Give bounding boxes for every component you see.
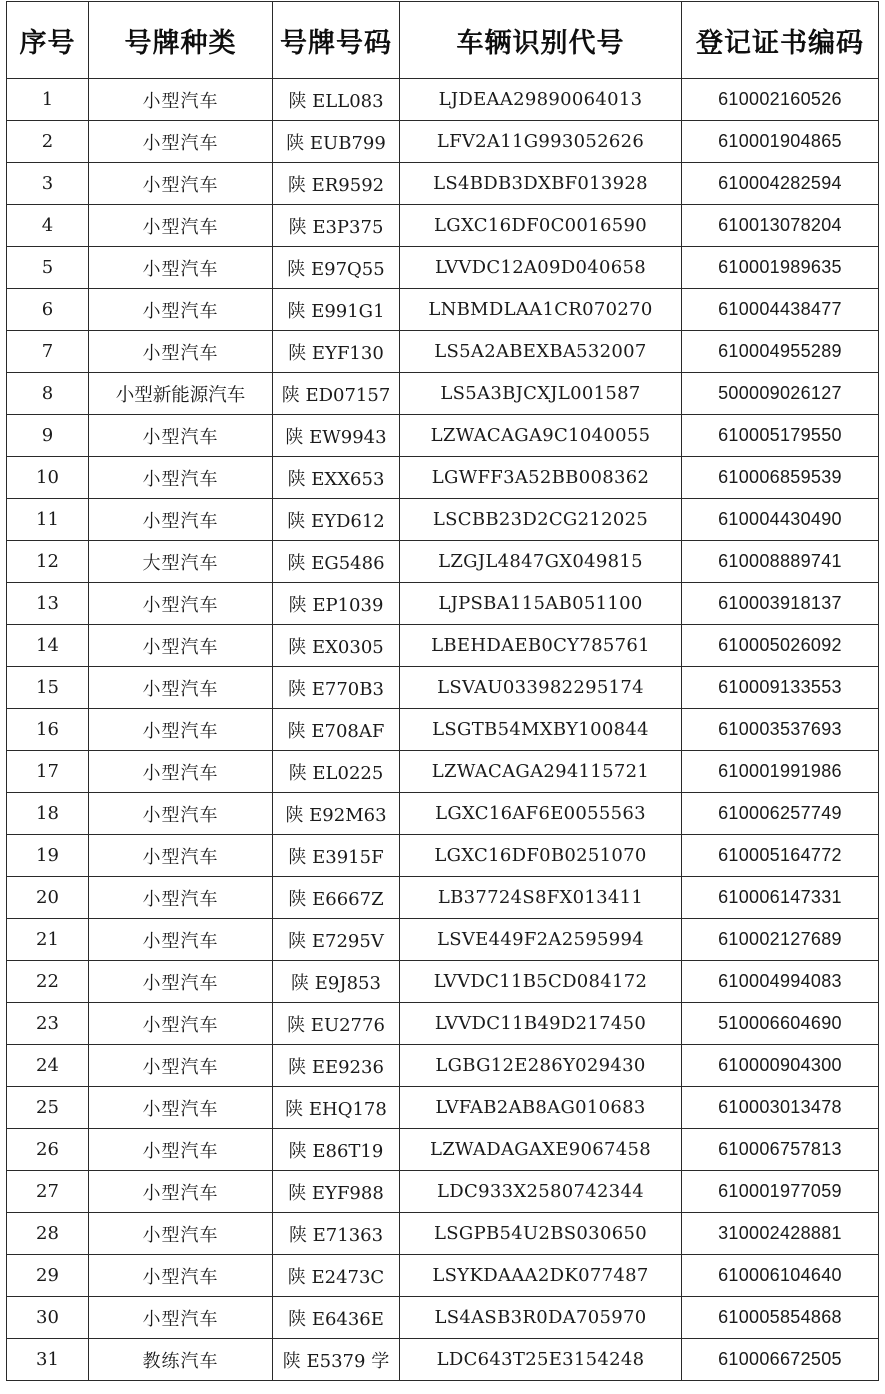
cell-plate-type: 小型汽车 [89, 961, 273, 1003]
cell-serial-number: 29 [7, 1255, 89, 1297]
table-header-row [7, 2, 879, 79]
table-row [7, 1171, 879, 1213]
cell-plate-number: 陕 EYD612 [273, 499, 400, 541]
cell-serial-number: 3 [7, 163, 89, 205]
cell-plate-number: 陕 EG5486 [273, 541, 400, 583]
cell-serial-number: 21 [7, 919, 89, 961]
cell-certificate-code: 610006104640 [682, 1255, 879, 1297]
cell-serial-number: 11 [7, 499, 89, 541]
table-row [7, 121, 879, 163]
cell-plate-type: 大型汽车 [89, 541, 273, 583]
cell-plate-number: 陕 E2473C [273, 1255, 400, 1297]
cell-plate-number: 陕 EX0305 [273, 625, 400, 667]
cell-certificate-code: 610004282594 [682, 163, 879, 205]
cell-vin: LS5A2ABEXBA532007 [400, 331, 682, 373]
cell-plate-type: 小型汽车 [89, 163, 273, 205]
table-row [7, 835, 879, 877]
cell-certificate-code: 610001991986 [682, 751, 879, 793]
cell-serial-number: 31 [7, 1339, 89, 1381]
cell-plate-type: 小型汽车 [89, 1003, 273, 1045]
cell-certificate-code: 610005854868 [682, 1297, 879, 1339]
cell-serial-number: 25 [7, 1087, 89, 1129]
cell-plate-number: 陕 ED07157 [273, 373, 400, 415]
cell-vin: LNBMDLAA1CR070270 [400, 289, 682, 331]
cell-vin: LVVDC11B5CD084172 [400, 961, 682, 1003]
table-row [7, 625, 879, 667]
cell-plate-number: 陕 EHQ178 [273, 1087, 400, 1129]
cell-certificate-code: 610004430490 [682, 499, 879, 541]
cell-certificate-code: 610006859539 [682, 457, 879, 499]
cell-vin: LS4ASB3R0DA705970 [400, 1297, 682, 1339]
cell-serial-number: 17 [7, 751, 89, 793]
cell-serial-number: 9 [7, 415, 89, 457]
cell-plate-type: 小型汽车 [89, 457, 273, 499]
cell-certificate-code: 510006604690 [682, 1003, 879, 1045]
cell-serial-number: 1 [7, 79, 89, 121]
header-certificate-code: 登记证书编码 [682, 2, 879, 79]
table-row [7, 541, 879, 583]
cell-plate-type: 小型汽车 [89, 919, 273, 961]
cell-plate-number: 陕 E7295V [273, 919, 400, 961]
cell-plate-number: 陕 E97Q55 [273, 247, 400, 289]
header-plate-number: 号牌号码 [273, 2, 400, 79]
cell-plate-type: 小型汽车 [89, 121, 273, 163]
cell-certificate-code: 610013078204 [682, 205, 879, 247]
cell-serial-number: 19 [7, 835, 89, 877]
cell-plate-type: 小型汽车 [89, 205, 273, 247]
header-serial-number: 序号 [7, 2, 89, 79]
cell-plate-number: 陕 E3P375 [273, 205, 400, 247]
table-row [7, 751, 879, 793]
table-row [7, 1297, 879, 1339]
table-row [7, 1003, 879, 1045]
cell-certificate-code: 310002428881 [682, 1213, 879, 1255]
cell-certificate-code: 610006757813 [682, 1129, 879, 1171]
cell-vin: LZGJL4847GX049815 [400, 541, 682, 583]
cell-plate-type: 教练汽车 [89, 1339, 273, 1381]
table-row [7, 1129, 879, 1171]
cell-plate-number: 陕 EUB799 [273, 121, 400, 163]
cell-plate-type: 小型汽车 [89, 709, 273, 751]
cell-serial-number: 18 [7, 793, 89, 835]
cell-vin: LZWACAGA9C1040055 [400, 415, 682, 457]
cell-certificate-code: 610006147331 [682, 877, 879, 919]
cell-vin: LGXC16DF0C0016590 [400, 205, 682, 247]
cell-certificate-code: 610001904865 [682, 121, 879, 163]
cell-serial-number: 14 [7, 625, 89, 667]
cell-serial-number: 26 [7, 1129, 89, 1171]
cell-vin: LFV2A11G993052626 [400, 121, 682, 163]
cell-vin: LJPSBA115AB051100 [400, 583, 682, 625]
cell-plate-number: 陕 EXX653 [273, 457, 400, 499]
cell-plate-type: 小型汽车 [89, 625, 273, 667]
cell-plate-number: 陕 E6667Z [273, 877, 400, 919]
cell-serial-number: 5 [7, 247, 89, 289]
cell-vin: LVFAB2AB8AG010683 [400, 1087, 682, 1129]
cell-serial-number: 23 [7, 1003, 89, 1045]
cell-plate-type: 小型汽车 [89, 499, 273, 541]
table-row [7, 289, 879, 331]
cell-vin: LVVDC12A09D040658 [400, 247, 682, 289]
cell-vin: LDC933X2580742344 [400, 1171, 682, 1213]
cell-vin: LSVAU033982295174 [400, 667, 682, 709]
cell-serial-number: 12 [7, 541, 89, 583]
table-row [7, 205, 879, 247]
cell-vin: LDC643T25E3154248 [400, 1339, 682, 1381]
cell-serial-number: 16 [7, 709, 89, 751]
table-row [7, 877, 879, 919]
cell-certificate-code: 610001989635 [682, 247, 879, 289]
cell-plate-type: 小型汽车 [89, 751, 273, 793]
cell-plate-type: 小型汽车 [89, 79, 273, 121]
cell-plate-type: 小型汽车 [89, 415, 273, 457]
cell-plate-number: 陕 E92M63 [273, 793, 400, 835]
cell-certificate-code: 500009026127 [682, 373, 879, 415]
cell-vin: LGBG12E286Y029430 [400, 1045, 682, 1087]
cell-plate-type: 小型汽车 [89, 1297, 273, 1339]
header-plate-type: 号牌种类 [89, 2, 273, 79]
cell-plate-type: 小型汽车 [89, 1213, 273, 1255]
cell-vin: LSCBB23D2CG212025 [400, 499, 682, 541]
table-row [7, 961, 879, 1003]
cell-certificate-code: 610005179550 [682, 415, 879, 457]
cell-plate-type: 小型新能源汽车 [89, 373, 273, 415]
cell-vin: LSGPB54U2BS030650 [400, 1213, 682, 1255]
cell-serial-number: 28 [7, 1213, 89, 1255]
cell-serial-number: 13 [7, 583, 89, 625]
cell-plate-type: 小型汽车 [89, 793, 273, 835]
cell-serial-number: 22 [7, 961, 89, 1003]
cell-plate-type: 小型汽车 [89, 1087, 273, 1129]
table-row [7, 457, 879, 499]
cell-plate-number: 陕 E9J853 [273, 961, 400, 1003]
cell-certificate-code: 610006257749 [682, 793, 879, 835]
cell-vin: LJDEAA29890064013 [400, 79, 682, 121]
cell-plate-type: 小型汽车 [89, 1045, 273, 1087]
cell-plate-number: 陕 E3915F [273, 835, 400, 877]
cell-plate-number: 陕 E991G1 [273, 289, 400, 331]
cell-plate-number: 陕 E708AF [273, 709, 400, 751]
cell-plate-type: 小型汽车 [89, 1171, 273, 1213]
cell-vin: LZWACAGA294115721 [400, 751, 682, 793]
cell-vin: LB37724S8FX013411 [400, 877, 682, 919]
cell-serial-number: 20 [7, 877, 89, 919]
cell-certificate-code: 610004994083 [682, 961, 879, 1003]
table-row [7, 1213, 879, 1255]
table-row [7, 163, 879, 205]
cell-vin: LSVE449F2A2595994 [400, 919, 682, 961]
cell-plate-number: 陕 EYF988 [273, 1171, 400, 1213]
cell-serial-number: 2 [7, 121, 89, 163]
table-row [7, 1087, 879, 1129]
cell-vin: LBEHDAEB0CY785761 [400, 625, 682, 667]
cell-plate-number: 陕 E5379 学 [273, 1339, 400, 1381]
cell-plate-type: 小型汽车 [89, 1255, 273, 1297]
cell-vin: LGXC16DF0B0251070 [400, 835, 682, 877]
cell-vin: LS5A3BJCXJL001587 [400, 373, 682, 415]
cell-plate-type: 小型汽车 [89, 331, 273, 373]
table-row [7, 1045, 879, 1087]
cell-vin: LS4BDB3DXBF013928 [400, 163, 682, 205]
cell-serial-number: 15 [7, 667, 89, 709]
cell-vin: LGWFF3A52BB008362 [400, 457, 682, 499]
cell-vin: LSGTB54MXBY100844 [400, 709, 682, 751]
cell-plate-number: 陕 E6436E [273, 1297, 400, 1339]
cell-plate-number: 陕 E770B3 [273, 667, 400, 709]
cell-plate-number: 陕 EW9943 [273, 415, 400, 457]
table-row [7, 667, 879, 709]
cell-serial-number: 7 [7, 331, 89, 373]
cell-certificate-code: 610008889741 [682, 541, 879, 583]
table-row [7, 247, 879, 289]
cell-certificate-code: 610006672505 [682, 1339, 879, 1381]
cell-vin: LGXC16AF6E0055563 [400, 793, 682, 835]
cell-certificate-code: 610003013478 [682, 1087, 879, 1129]
cell-certificate-code: 610002127689 [682, 919, 879, 961]
table-row [7, 793, 879, 835]
cell-plate-number: 陕 E71363 [273, 1213, 400, 1255]
cell-serial-number: 30 [7, 1297, 89, 1339]
cell-plate-number: 陕 EYF130 [273, 331, 400, 373]
cell-certificate-code: 610000904300 [682, 1045, 879, 1087]
cell-certificate-code: 610001977059 [682, 1171, 879, 1213]
cell-plate-number: 陕 EL0225 [273, 751, 400, 793]
cell-certificate-code: 610003918137 [682, 583, 879, 625]
table-row [7, 1255, 879, 1297]
table-row [7, 373, 879, 415]
cell-certificate-code: 610002160526 [682, 79, 879, 121]
cell-serial-number: 24 [7, 1045, 89, 1087]
cell-vin: LZWADAGAXE9067458 [400, 1129, 682, 1171]
table-row [7, 415, 879, 457]
cell-certificate-code: 610004955289 [682, 331, 879, 373]
cell-plate-type: 小型汽车 [89, 877, 273, 919]
cell-plate-type: 小型汽车 [89, 667, 273, 709]
cell-plate-type: 小型汽车 [89, 583, 273, 625]
table-row [7, 499, 879, 541]
vehicle-registry-table [6, 1, 879, 1381]
cell-certificate-code: 610005026092 [682, 625, 879, 667]
table-row [7, 331, 879, 373]
table-row [7, 1339, 879, 1381]
cell-serial-number: 27 [7, 1171, 89, 1213]
cell-plate-number: 陕 EU2776 [273, 1003, 400, 1045]
cell-plate-type: 小型汽车 [89, 1129, 273, 1171]
table-row [7, 709, 879, 751]
cell-certificate-code: 610005164772 [682, 835, 879, 877]
cell-plate-type: 小型汽车 [89, 835, 273, 877]
cell-vin: LSYKDAAA2DK077487 [400, 1255, 682, 1297]
cell-plate-number: 陕 EP1039 [273, 583, 400, 625]
cell-serial-number: 10 [7, 457, 89, 499]
table-row [7, 79, 879, 121]
cell-serial-number: 6 [7, 289, 89, 331]
cell-serial-number: 8 [7, 373, 89, 415]
cell-plate-number: 陕 E86T19 [273, 1129, 400, 1171]
cell-serial-number: 4 [7, 205, 89, 247]
cell-certificate-code: 610009133553 [682, 667, 879, 709]
cell-certificate-code: 610003537693 [682, 709, 879, 751]
table-row [7, 919, 879, 961]
cell-vin: LVVDC11B49D217450 [400, 1003, 682, 1045]
cell-certificate-code: 610004438477 [682, 289, 879, 331]
table-body [7, 79, 879, 1381]
cell-plate-number: 陕 ER9592 [273, 163, 400, 205]
table-row [7, 583, 879, 625]
cell-plate-type: 小型汽车 [89, 247, 273, 289]
cell-plate-number: 陕 EE9236 [273, 1045, 400, 1087]
cell-plate-type: 小型汽车 [89, 289, 273, 331]
cell-plate-number: 陕 ELL083 [273, 79, 400, 121]
header-vin: 车辆识别代号 [400, 2, 682, 79]
